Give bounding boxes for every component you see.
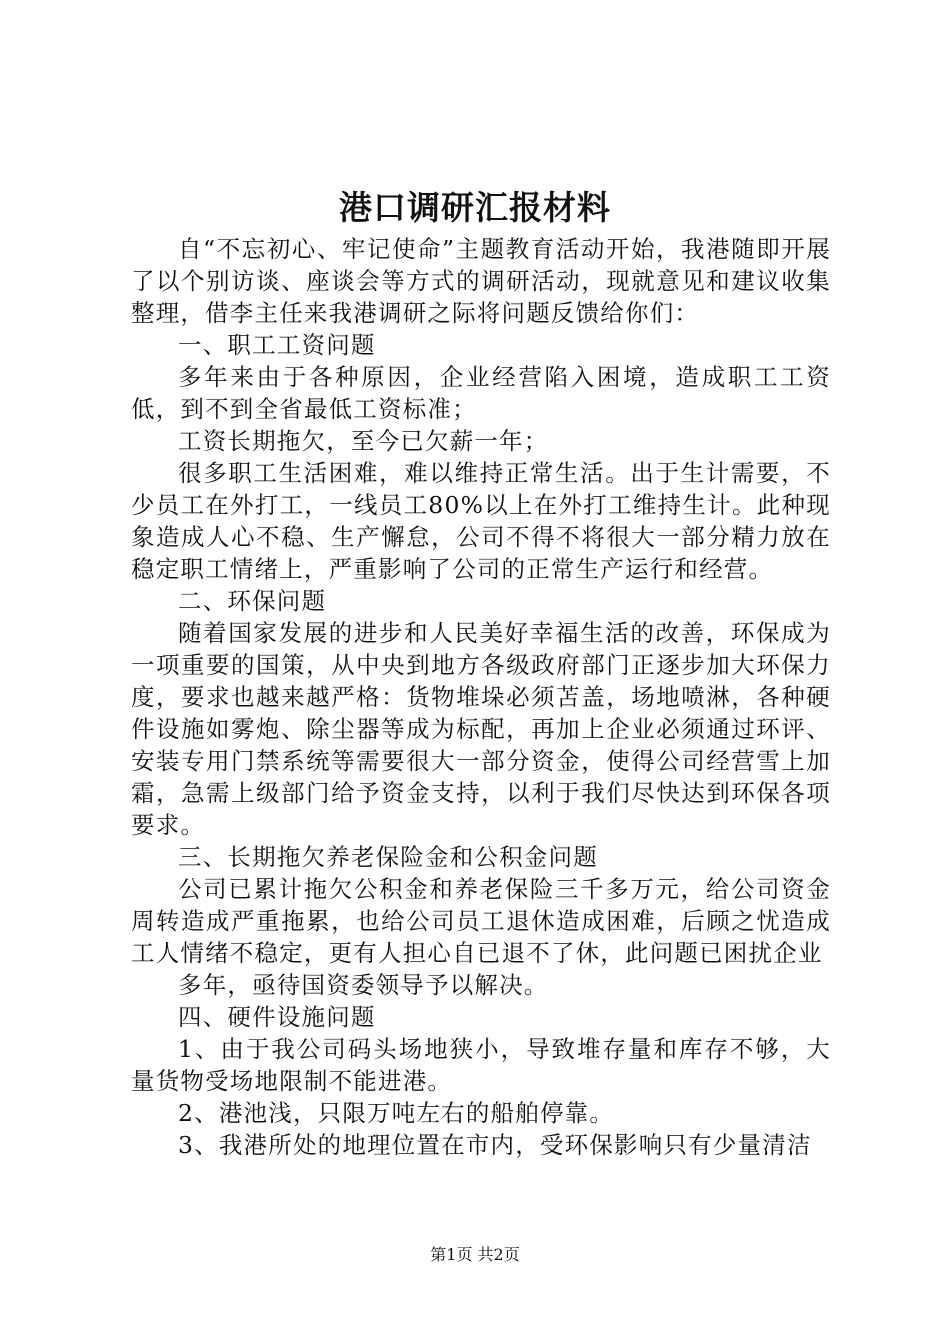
paragraph: 公司已累计拖欠公积金和养老保险三千多万元，给公司资金周转造成严重拖累，也给公司员工退休造成困难，后顾之忧造成工人情绪不稳定，更有人担心自已退不了休，此问题已困扰企业 — [131, 875, 831, 967]
paragraph: 多年来由于各种原因，企业经营陷入困境，造成职工工资低，到不到全省最低工资标准； — [131, 363, 831, 423]
paragraph: 工资长期拖欠，至今已欠薪一年； — [178, 427, 549, 455]
list-item: 3、我港所处的地理位置在市内，受环保影响只有少量清洁 — [178, 1131, 812, 1159]
paragraph: 随着国家发展的进步和人民美好幸福生活的改善，环保成为一项重要的国策，从中央到地方各级政府部门正逐步加大环保力度，要求也越来越严格：货物堆垛必须苫盖，场地喷淋，各种硬件设施如雾炮、除尘器等成为标配，再加上企业必须通过环评、安装专用门禁系统等需要很大一部分资金，使得公司经营雪上加霜，急需上级部门给予资金支持，以利于我们尽快达到环保各项要求。 — [131, 619, 831, 839]
paragraph: 多年，亟待国资委领导予以解决。 — [178, 971, 549, 999]
list-item: 2、港池浅，只限万吨左右的船舶停靠。 — [178, 1099, 615, 1127]
section-heading-facilities: 四、硬件设施问题 — [178, 1003, 376, 1031]
paragraph-intro: 自“不忘初心、牢记使命”主题教育活动开始，我港随即开展了以个别访谈、座谈会等方式的调研活动，现就意见和建议收集整理，借李主任来我港调研之际将问题反馈给你们： — [131, 235, 831, 327]
section-heading-environment: 二、环保问题 — [178, 587, 327, 615]
list-item: 1、由于我公司码头场地狭小，导致堆存量和库存不够，大量货物受场地限制不能进港。 — [131, 1035, 831, 1095]
section-heading-pension: 三、长期拖欠养老保险金和公积金问题 — [178, 843, 598, 871]
document-title: 港口调研汇报材料 — [339, 188, 611, 227]
section-heading-wages: 一、职工工资问题 — [178, 331, 376, 359]
document-body — [131, 233, 831, 1161]
paragraph: 很多职工生活困难，难以维持正常生活。出于生计需要，不少员工在外打工，一线员工80%以上在外打工维持生计。此种现象造成人心不稳、生产懈怠，公司不得不将很大一部分精力放在稳定职工情绪上，严重影响了公司的正常生产运行和经营。 — [131, 459, 831, 583]
page-footer: 第1页 共2页 — [430, 1245, 520, 1264]
